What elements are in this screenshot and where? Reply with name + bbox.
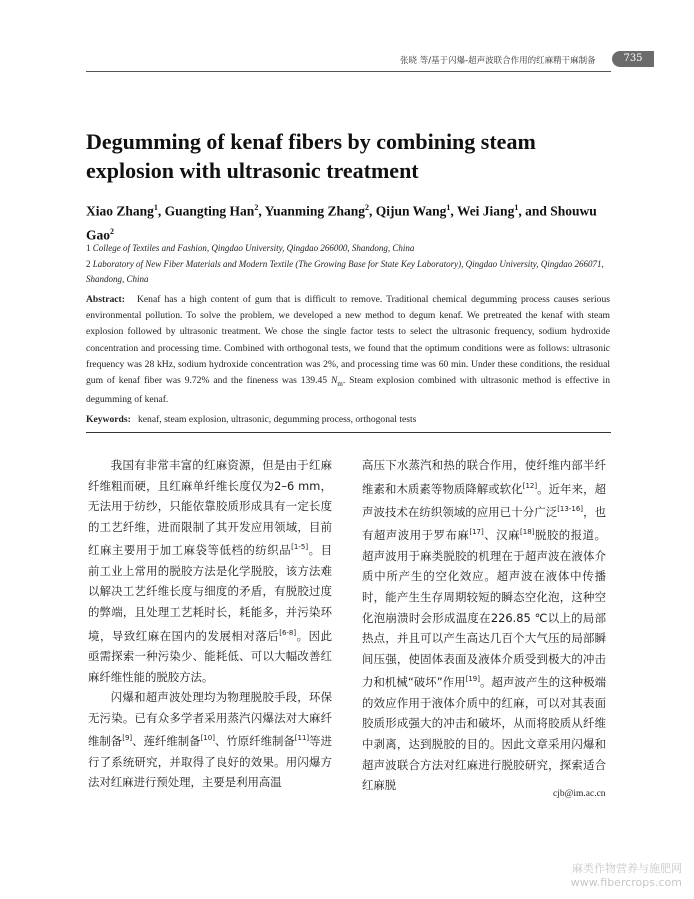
body-text: 。因此亟需探索一种污染少、能耗低、可以大幅改善红麻纤维性能的脱胶方法。 [88,628,332,684]
author-affiliation-mark: 2 [110,226,115,236]
citation: [18] [520,528,535,537]
citation: [6-8] [279,628,297,637]
body-paragraph [88,455,332,687]
author-name: Qijun Wang [375,203,447,219]
paper-title: Degumming of kenaf fibers by combining steam explosion with ultrasonic treatment [86,129,536,183]
running-head: 张晓 等/基于闪爆-超声波联合作用的红麻精干麻制备 [400,56,596,66]
citation: [9] [122,734,133,743]
affiliation-number: 1 [86,243,91,253]
body-text: 。目前工业上常用的脱胶方法是化学脱胶，该方法难以解决工艺纤维长度与细度的矛盾，有脱胶过度的弊端，且处理工艺耗时长，耗能多，并污染环境，导致红麻在国内的发展相对落后 [88,543,332,643]
body-paragraph [362,455,606,796]
affiliation-text: Laboratory of New Fiber Materials and Modern Textile (The Growing Base for State Key Laboratory), Qingdao University, Qingdao 266071, Shandong, China [86,259,604,284]
header-rule [86,71,611,72]
body-column-left [88,455,332,793]
author-name: Wei Jiang [456,203,515,219]
affiliation-number: 2 [86,259,91,269]
body-column-right [362,455,606,796]
body-text: 。超声波产生的这种极端的效应作用于液体介质中的红麻，可以对其表面胶质形成强大的冲击和破坏，从而将胶质从纤维中剥离，达到脱胶的目的。因此文章采用闪爆和超声波联合方法对红麻进行脱胶研究，探索适合红麻脱 [362,675,606,793]
body-text: 等进行了系统研究，并取得了良好的效果。用闪爆方法对红麻进行预处理，主要是利用高温 [88,734,332,790]
citation: [19] [465,675,480,684]
fineness-unit: N [330,375,338,387]
body-text: 闪爆和超声波处理均为物理脱胶手段，环保无污染。已有众多学者采用蒸汽闪爆法对大麻纤维制备 [88,690,332,749]
citation: [10] [200,734,215,743]
author-name: Shouwu Gao [86,203,597,242]
journal-email: cjb@im.ac.cn [553,789,606,799]
keywords-rule [86,432,611,433]
affiliation-2 [86,257,606,287]
author-affiliation-mark: 1 [446,203,451,212]
author-list: Xiao Zhang$^1$, Guangting Han$^2$, Yuanming Zhang$^2$, Qijun Wang$^1$, Wei Jiang$^1$, and Shouwu Gao$^2$ [86,203,597,242]
citation: [13-16] [557,504,584,513]
body-paragraph [88,687,332,793]
keywords-label: Keywords: [86,414,131,425]
citation: [12] [522,481,538,490]
citation: [1-5] [291,543,309,552]
author-name: Xiao Zhang [86,203,154,219]
affiliation-1 [86,241,606,256]
citation: [11] [294,734,310,743]
abstract-text: Kenaf has a high content of gum that is difficult to remove. Traditional chemical degumming process causes serious environmental pollution. To solve the problem, we developed a new method to degum kenaf. We pretreated the kenaf with steam explosion followed by ultrasonic treatment. We chose the single factor tests to select the ultrasonic frequency, sodium hydroxide concentration and processing time. Combined with orthogonal tests, we found that the optimum conditions were as follows: ultrasonic frequency was 28 kHz, sodium hydroxide concentration was 2%, and processing time was 60 min. Under these conditions, the residual gum of kenaf fiber was 9.72% and the fineness was 139.45 [86,294,610,387]
body-text: 、莲纤维制备 [132,734,201,749]
body-text: 、竹原纤维制备 [214,734,295,749]
body-text: 高压下水蒸汽和热的联合作用，使纤维内部半纤维素和木质素等物质降解或软化 [362,458,606,496]
body-text: 。近年来，超声波技术在纺织领域的应用已十分广泛 [362,481,606,519]
citation: [17] [469,528,484,537]
author-affiliation-mark: 1 [153,203,158,212]
author-affiliation-mark: 1 [514,203,519,212]
author-name: Guangting Han [164,203,255,219]
keywords [86,414,610,425]
author-affiliation-mark: 2 [254,203,259,212]
fineness-unit-subscript: m [337,379,343,388]
body-text: 、汉麻 [483,528,521,543]
watermark-line: www.fibercrops.com [570,876,682,889]
abstract-text-end: . Steam explosion combined with ultrasonic method is effective in degumming of kenaf. [86,375,611,406]
abstract-label: Abstract: [86,294,125,305]
author-name: Yuanming Zhang [264,203,365,219]
body-text: ，也有超声波用于罗布麻 [362,504,606,543]
abstract [86,292,610,408]
watermark-line: 麻类作物营养与施肥网 [572,862,682,875]
keywords-text: kenaf, steam explosion, ultrasonic, degumming process, orthogonal tests [137,414,417,425]
page-number-badge: 735 [612,51,654,67]
author-affiliation-mark: 2 [365,203,369,212]
body-text: 脱胶的报道。超声波用于麻类脱胶的机理在于超声波在液体介质中所产生的空化效应。超声波在液体中传播时，能产生生存周期较短的瞬态空化泡，这种空化泡崩溃时会形成温度在226.85 ℃以上的局部热点，并且可以产生高达几百个大气压的局部瞬间压强，使固体表面及液体介质受到极大的冲击力和机械“破坏”作用 [362,528,606,690]
affiliation-text: College of Textiles and Fashion, Qingdao University, Qingdao 266000, Shandong, China [92,243,415,253]
watermark [552,862,682,890]
body-text: 我国有非常丰富的红麻资源，但是由于红麻纤维粗而硬，且红麻单纤维长度仅为2–6 mm，无法用于纺纱，只能依靠胶质形成具有一定长度的工艺纤维，进而限制了其开发应用领域，目前红麻主要用于加工麻袋等低档的纺织品 [88,458,332,558]
